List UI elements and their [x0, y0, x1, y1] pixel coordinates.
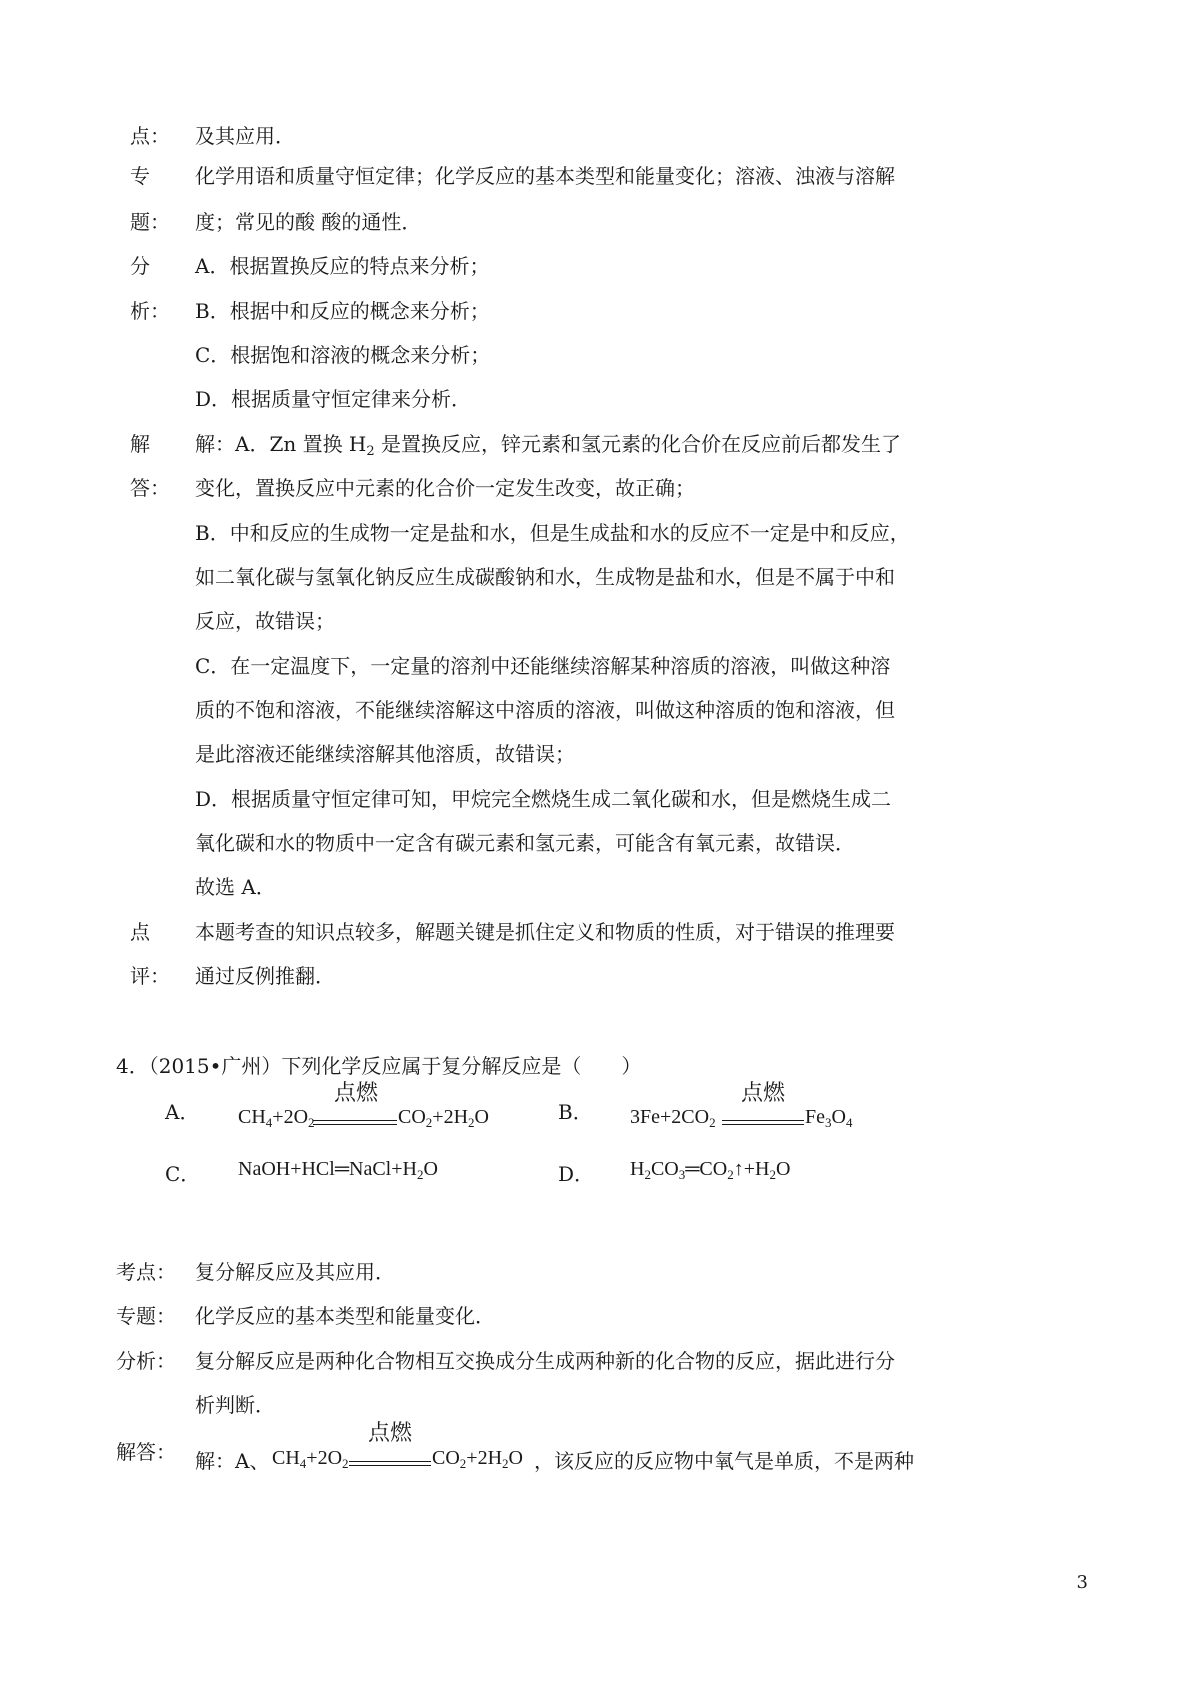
- jieda-line-a: 解：A．Zn 置换 $H_2$ 是置换反应，锌元素和氢元素的化合价在反应前后都发生了: [195, 432, 902, 459]
- option-b-right: $Fe_3O_4$: [805, 1106, 853, 1130]
- zhuanti-label-2: 题：: [130, 210, 170, 234]
- dianping-line-2: 通过反例推翻．: [195, 964, 335, 988]
- fenxi-line-c: C．根据饱和溶液的概念来分析；: [195, 343, 491, 367]
- q4-fenxi-label: 分析：: [116, 1349, 176, 1373]
- option-b-label: B．: [558, 1100, 593, 1124]
- option-b-condition: 点燃: [740, 1081, 785, 1106]
- q4-fenxi-line-2: 析判断．: [195, 1393, 275, 1417]
- option-d-label: D．: [558, 1162, 595, 1186]
- q4-question: 4．（2015•广州）下列化学反应属于复分解反应是（ ）: [116, 1054, 642, 1078]
- dianping-label-1: 点: [130, 920, 150, 944]
- q4-jieda-pre: 解：A、: [195, 1449, 270, 1473]
- q4-jieda-left: $CH_4+2O_2$: [272, 1447, 349, 1471]
- q4-jieda-arrow: [349, 1461, 431, 1466]
- option-a-condition: 点燃: [333, 1081, 378, 1106]
- fenxi-line-a: A．根据置换反应的特点来分析；: [195, 254, 490, 278]
- option-b-left: $3Fe+2CO_2$: [630, 1106, 716, 1130]
- jieda-line-6: 质的不饱和溶液，不能继续溶解这中溶质的溶液，叫做这种溶质的饱和溶液，但: [195, 698, 895, 722]
- jieda-line-3: 如二氧化碳与氢氧化钠反应生成碳酸钠和水，生成物是盐和水，但是不属于中和: [195, 565, 895, 589]
- jieda-label-1: 解: [130, 432, 150, 456]
- dianping-line-1: 本题考查的知识点较多，解题关键是抓住定义和物质的性质，对于错误的推理要: [195, 920, 895, 944]
- q4-kaodian-text: 复分解反应及其应用．: [195, 1260, 395, 1284]
- option-a-arrow: [313, 1120, 397, 1125]
- option-a-label: A．: [165, 1100, 200, 1124]
- jieda-label-2: 答：: [130, 476, 170, 500]
- fenxi-label-1: 分: [130, 254, 150, 278]
- zhuanti-line-1: 化学用语和质量守恒定律；化学反应的基本类型和能量变化；溶液、浊液与溶解: [195, 164, 895, 188]
- q4-kaodian-label: 考点：: [116, 1260, 176, 1284]
- fenxi-line-b: B．根据中和反应的概念来分析；: [195, 299, 490, 323]
- fenxi-line-d: D．根据质量守恒定律来分析．: [195, 387, 472, 411]
- jieda-line-9: 氧化碳和水的物质中一定含有碳元素和氢元素，可能含有氧元素，故错误．: [195, 831, 855, 855]
- kaodian-label: 点：: [130, 124, 170, 148]
- jieda-line-4: 反应，故错误；: [195, 609, 335, 633]
- q4-jieda-right: $CO_2+2H_2O$: [432, 1447, 523, 1471]
- zhuanti-line-2: 度；常见的酸 酸的通性．: [195, 210, 422, 234]
- jieda-line-10: 故选 A．: [195, 875, 276, 899]
- option-d-equation: $H_2CO_3═CO_2↑+H_2O$: [630, 1158, 791, 1182]
- zhuanti-label-1: 专: [130, 164, 150, 188]
- jieda-line-8: D．根据质量守恒定律可知，甲烷完全燃烧生成二氧化碳和水，但是燃烧生成二: [195, 787, 892, 811]
- jieda-line-1: 变化，置换反应中元素的化合价一定发生改变，故正确；: [195, 476, 695, 500]
- q4-fenxi-line-1: 复分解反应是两种化合物相互交换成分生成两种新的化合物的反应，据此进行分: [195, 1349, 895, 1373]
- dianping-label-2: 评：: [130, 964, 170, 988]
- q4-jieda-condition: 点燃: [367, 1421, 412, 1446]
- q4-jieda-post: ，该反应的反应物中氧气是单质，不是两种: [534, 1449, 914, 1473]
- q4-zhuanti-text: 化学反应的基本类型和能量变化．: [195, 1304, 495, 1328]
- option-a-right: $CO_2+2H_2O$: [398, 1106, 489, 1130]
- jieda-line-7: 是此溶液还能继续溶解其他溶质，故错误；: [195, 742, 575, 766]
- option-c-label: C．: [165, 1162, 201, 1186]
- fenxi-label-2: 析：: [130, 299, 170, 323]
- option-c-equation: $NaOH+HCl═NaCl+H_2O$: [238, 1158, 438, 1182]
- q4-zhuanti-label: 专题：: [116, 1304, 176, 1328]
- q4-jieda-label: 解答：: [116, 1440, 176, 1464]
- jieda-line-5: C．在一定温度下，一定量的溶剂中还能继续溶解某种溶质的溶液，叫做这种溶: [195, 654, 891, 678]
- jieda-line-2: B．中和反应的生成物一定是盐和水，但是生成盐和水的反应不一定是中和反应，: [195, 521, 910, 545]
- option-a-left: $CH_4+2O_2$: [238, 1106, 315, 1130]
- option-b-arrow: [722, 1120, 804, 1125]
- kaodian-text: 及其应用．: [195, 124, 295, 148]
- page-number: 3: [1076, 1572, 1088, 1593]
